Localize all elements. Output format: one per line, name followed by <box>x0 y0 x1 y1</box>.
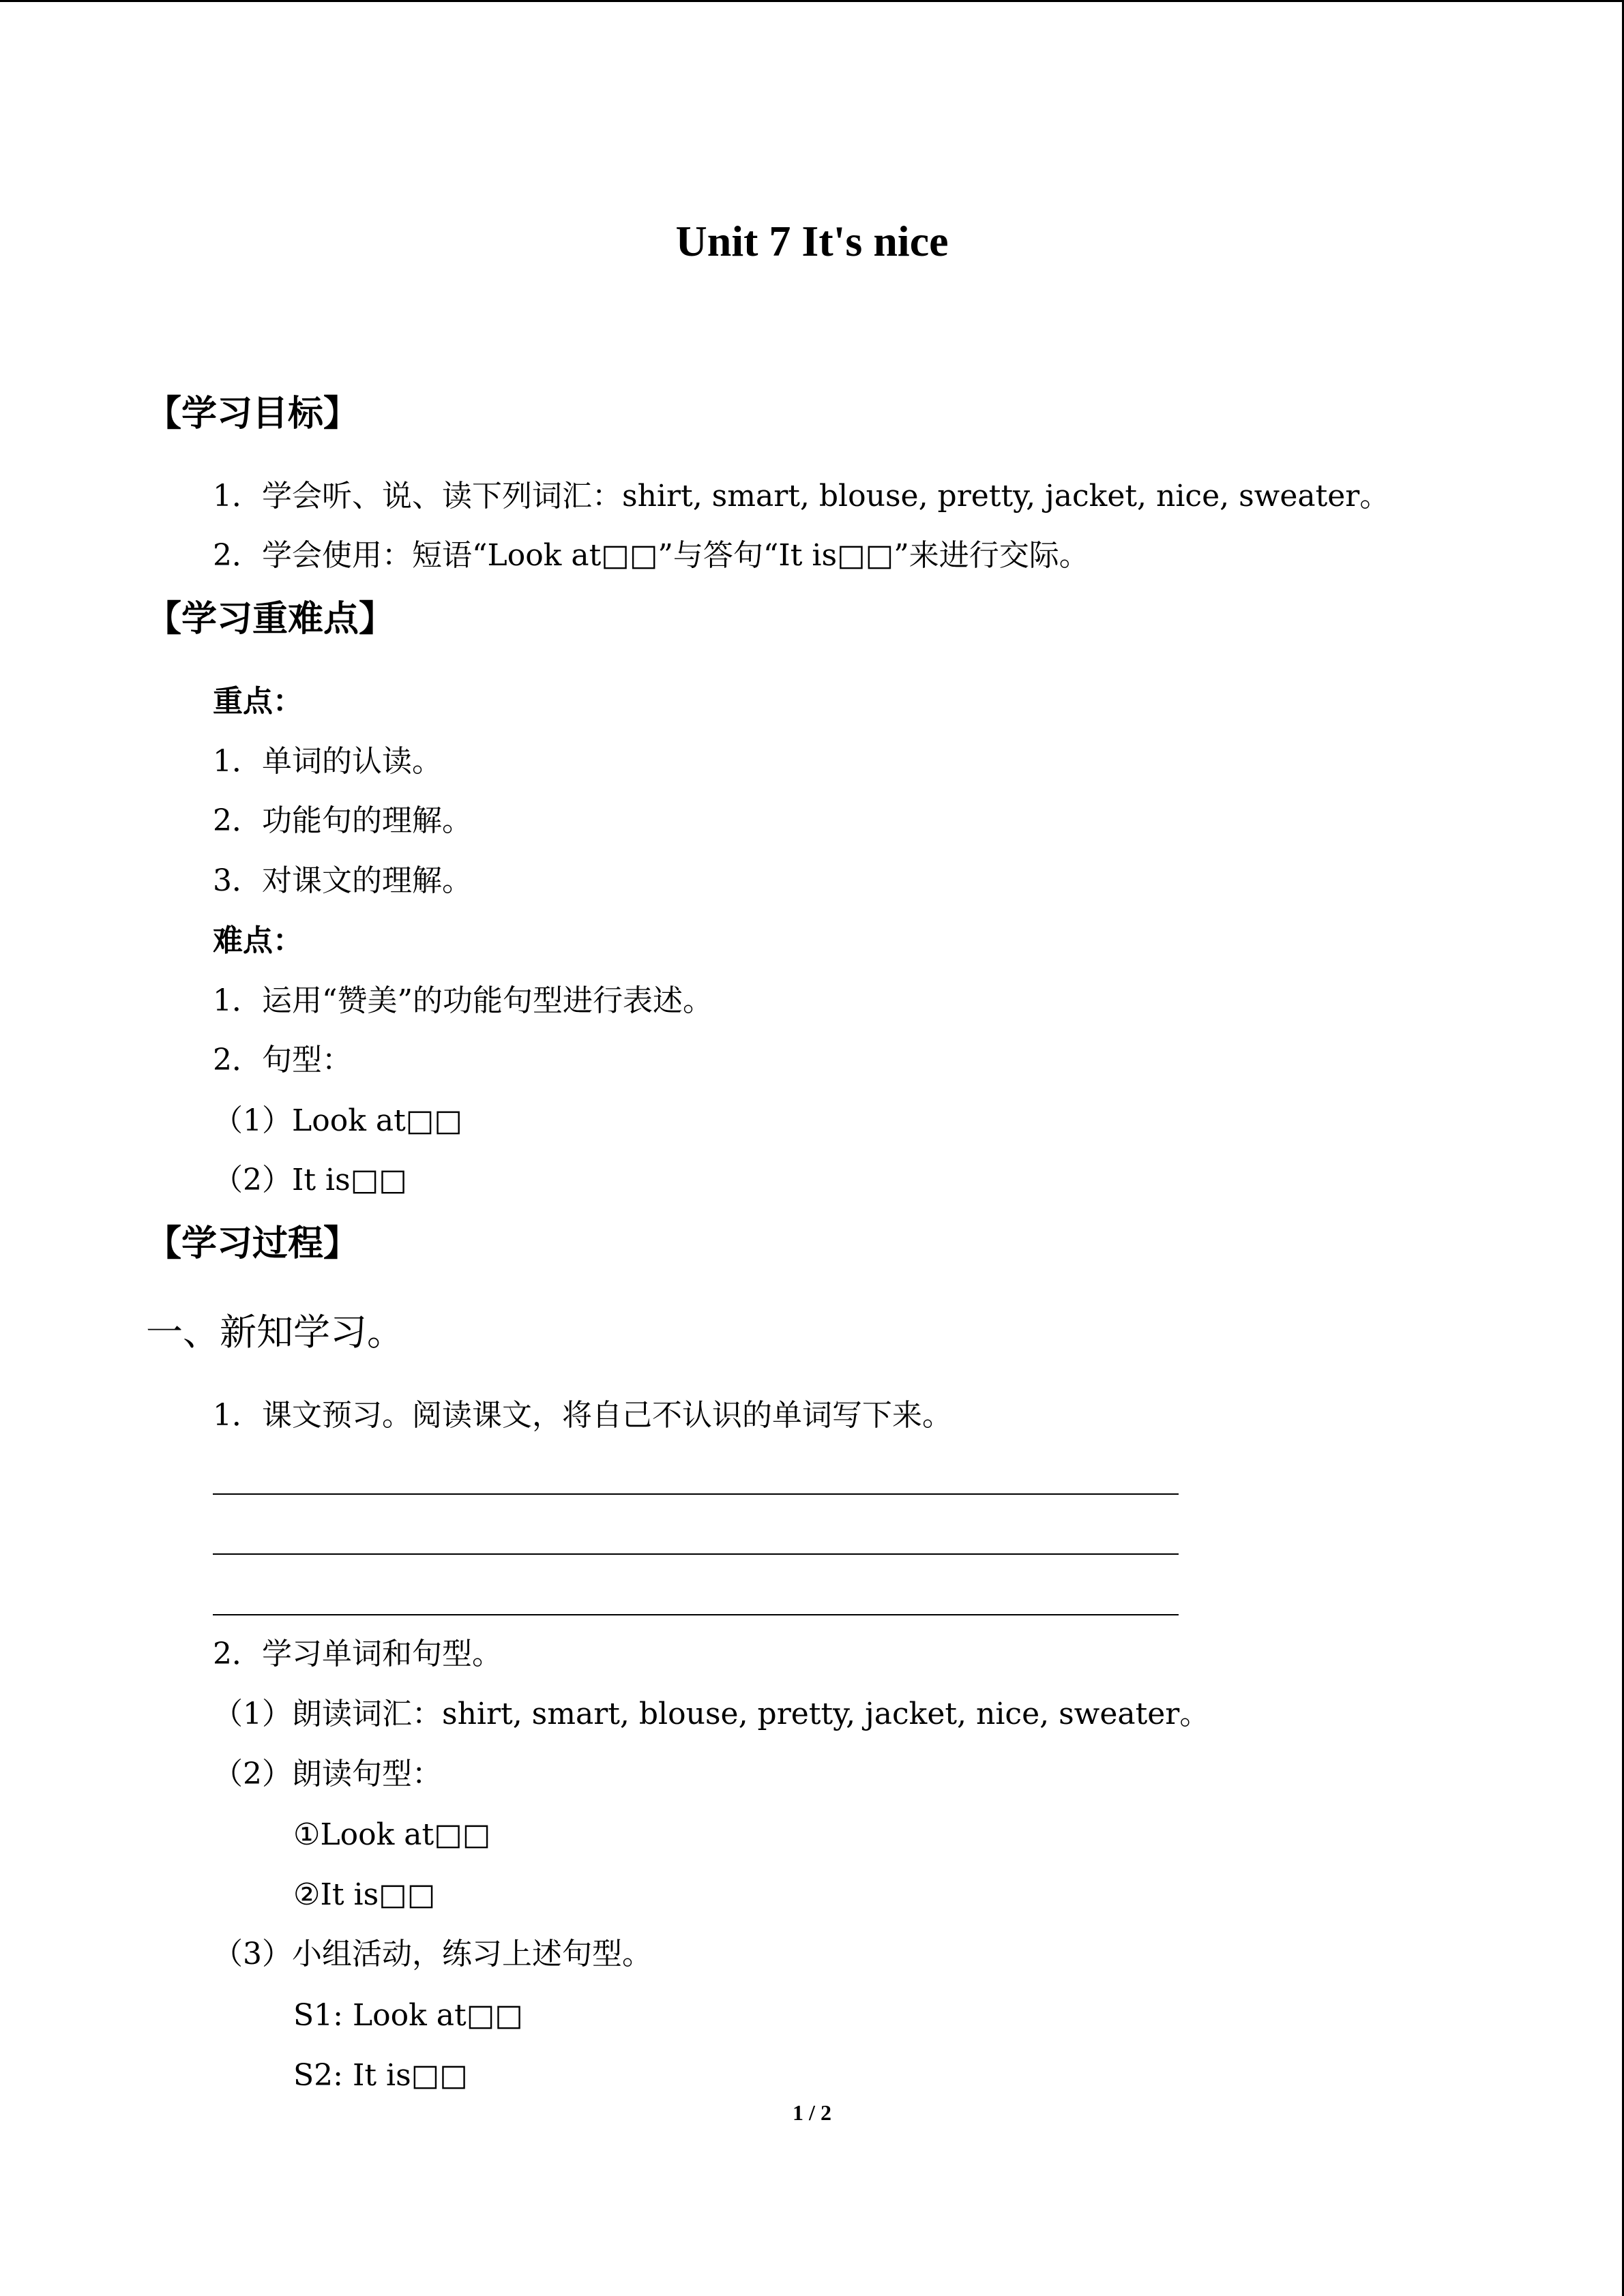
sentence-pattern: ①Look at□□ <box>293 1817 491 1852</box>
dialogue-line: S2: It is□□ <box>293 2058 468 2093</box>
answer-blank-line[interactable] <box>213 1493 1179 1495</box>
difficulty-item: 1．运用“赞美”的功能句型进行表述。 <box>213 983 713 1018</box>
sub-item: （2）朗读句型： <box>213 1757 442 1791</box>
difficulty-item: 2．句型： <box>213 1043 352 1077</box>
dialogue-line: S1: Look at□□ <box>293 1998 523 2033</box>
pattern-item: （2）It is□□ <box>213 1163 407 1197</box>
step-item: 1．课文预习。阅读课文，将自己不认识的单词写下来。 <box>213 1398 952 1433</box>
answer-blank-line[interactable] <box>213 1614 1179 1615</box>
objective-item: 2．学会使用：短语“Look at□□”与答句“It is□□”来进行交际。 <box>213 538 1089 573</box>
section-heading-key-points: 【学习重难点】 <box>146 598 395 640</box>
step-item: 2．学习单词和句型。 <box>213 1637 502 1671</box>
document-title: Unit 7 It's nice <box>675 217 949 265</box>
difficulty-label: 难点： <box>213 923 303 958</box>
sub-item: （1）朗读词汇：shirt, smart, blouse, pretty, jacket, nice, sweater。 <box>213 1697 1210 1731</box>
page-number: 1 / 2 <box>793 2100 831 2125</box>
top-border <box>0 0 1624 2</box>
sub-item: （3）小组活动，练习上述句型。 <box>213 1937 652 1971</box>
pattern-item: （1）Look at□□ <box>213 1103 462 1138</box>
key-label: 重点： <box>213 684 303 719</box>
section-heading-objectives: 【学习目标】 <box>146 393 359 434</box>
key-item: 2．功能句的理解。 <box>213 803 472 838</box>
sentence-pattern: ②It is□□ <box>293 1877 436 1912</box>
objective-item: 1．学会听、说、读下列词汇：shirt, smart, blouse, pretty, jacket, nice, sweater。 <box>213 479 1390 513</box>
part-heading: 一、新知学习。 <box>146 1311 404 1354</box>
answer-blank-line[interactable] <box>213 1553 1179 1555</box>
key-item: 3．对课文的理解。 <box>213 863 472 898</box>
section-heading-process: 【学习过程】 <box>146 1223 359 1264</box>
key-item: 1．单词的认读。 <box>213 744 442 779</box>
